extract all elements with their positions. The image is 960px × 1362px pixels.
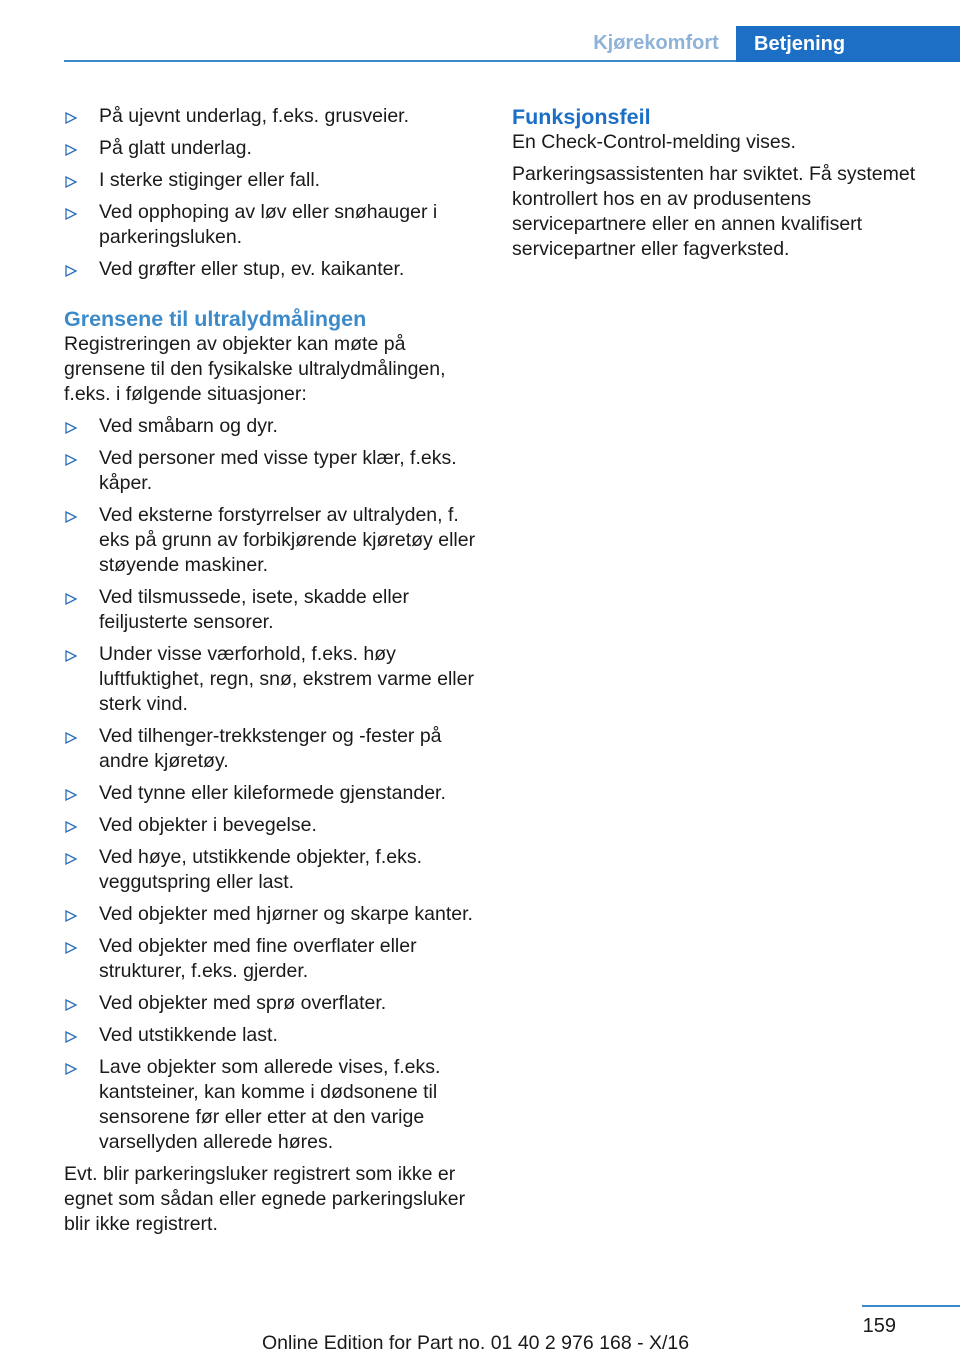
list-item [64,902,484,927]
triangle-right-outline-icon [65,999,77,1011]
list-item-text: Ved personer med visse typer klær, f.eks. kåper. [99,447,457,494]
list-item-text: På ujevnt underlag, f.eks. grusveier. [99,105,410,127]
list-item-text: Ved småbarn og dyr. [99,415,278,437]
triangle-right-outline-icon [65,144,77,156]
list-item [64,642,484,717]
list-item-text: Ved grøfter eller stup, ev. kaikanter. [99,258,405,280]
list-item-text: Lave objekter som allerede vises, f.eks. kantsteiner, kan komme i dødsonene til sensorene før eller etter at den varige varsellyden allerede høres. [99,1056,441,1153]
list-item-text: Ved opphoping av løv eller snøhauger i parkeringsluken. [99,201,438,248]
footer-rule [862,1305,960,1307]
list-item-text: Ved objekter med sprø overflater. [99,992,387,1014]
triangle-right-outline-icon [65,732,77,744]
list-item-text: På glatt underlag. [99,137,252,159]
list-item [64,414,484,439]
list-item [64,200,484,250]
list-item-text: Ved høye, utstikkende objekter, f.eks. veggutspring eller last. [99,846,423,893]
list-item-text: I sterke stiginger eller fall. [99,169,321,191]
triangle-right-outline-icon [65,910,77,922]
right-column [512,104,932,269]
triangle-right-outline-icon [65,208,77,220]
triangle-right-outline-icon [65,454,77,466]
list-item [64,585,484,635]
list-item-text: Ved tynne eller kileformede gjenstander. [99,782,446,804]
list-item-text: Ved objekter med hjørner og skarpe kanter. [99,903,473,925]
list-item [64,724,484,774]
edition-note: Online Edition for Part no. 01 40 2 976 168 - X/16 [262,1332,690,1354]
triangle-right-outline-icon [65,942,77,954]
list-item [64,813,484,838]
triangle-right-outline-icon [65,593,77,605]
page-number: 159 [862,1315,896,1337]
list-item-text: Ved objekter med fine overflater eller strukturer, f.eks. gjerder. [99,935,417,982]
list-item [64,446,484,496]
malfunction-paragraph-1: En Check-Control-melding vises. [512,131,796,153]
intro-paragraph: Registreringen av objekter kan møte på grensene til den fysikalske ultralydmålingen, f.eks. i følgende situasjoner: [64,333,446,405]
list-item [64,503,484,578]
list-item-text: Ved objekter i bevegelse. [99,814,317,836]
triangle-right-outline-icon [65,112,77,124]
header-tab-kjorekomfort[interactable]: Kjørekomfort [593,31,719,54]
triangle-right-outline-icon [65,422,77,434]
triangle-right-outline-icon [65,1031,77,1043]
triangle-right-outline-icon [65,511,77,523]
list-item [64,168,484,193]
malfunction-paragraph-2: Parkeringsassistenten har sviktet. Få systemet kontrollert hos en av produsentens servicepartnere eller en annen kvalifisert servicepartner eller fagverksted. [512,163,916,260]
list-item [64,934,484,984]
triangle-right-outline-icon [65,176,77,188]
list-item-text: Ved eksterne forstyrrelser av ultralyden, f. eks på grunn av forbikjørende kjøretøy eller støyende maskiner. [99,504,476,576]
left-column [64,104,484,1244]
list-item-text: Ved tilsmussede, isete, skadde eller feiljusterte sensorer. [99,586,410,633]
list-item [64,781,484,806]
header-tab-betjening[interactable]: Betjening [736,26,960,62]
section-heading-ultrasound-limits: Grensene til ultralydmålingen [64,307,367,331]
list-item [64,104,484,129]
list-item [64,845,484,895]
triangle-right-outline-icon [65,265,77,277]
list-item [64,991,484,1016]
list-item [64,136,484,161]
list-item [64,1055,484,1155]
section-heading-malfunction: Funksjonsfeil [512,105,651,129]
list-item-text: Under visse værforhold, f.eks. høy luftfuktighet, regn, snø, ekstrem varme eller sterk vind. [99,643,474,715]
bullet-list-conditions [64,104,484,282]
outro-paragraph: Evt. blir parkeringsluker registrert som ikke er egnet som sådan eller egnede parkeringsluker blir ikke registrert. [64,1163,466,1235]
list-item-text: Ved tilhenger-trekkstenger og -fester på andre kjøretøy. [99,725,442,772]
bullet-list-limits [64,414,484,1155]
triangle-right-outline-icon [65,853,77,865]
triangle-right-outline-icon [65,821,77,833]
triangle-right-outline-icon [65,789,77,801]
list-item [64,1023,484,1048]
triangle-right-outline-icon [65,650,77,662]
triangle-right-outline-icon [65,1063,77,1075]
list-item-text: Ved utstikkende last. [99,1024,278,1046]
list-item [64,257,484,282]
